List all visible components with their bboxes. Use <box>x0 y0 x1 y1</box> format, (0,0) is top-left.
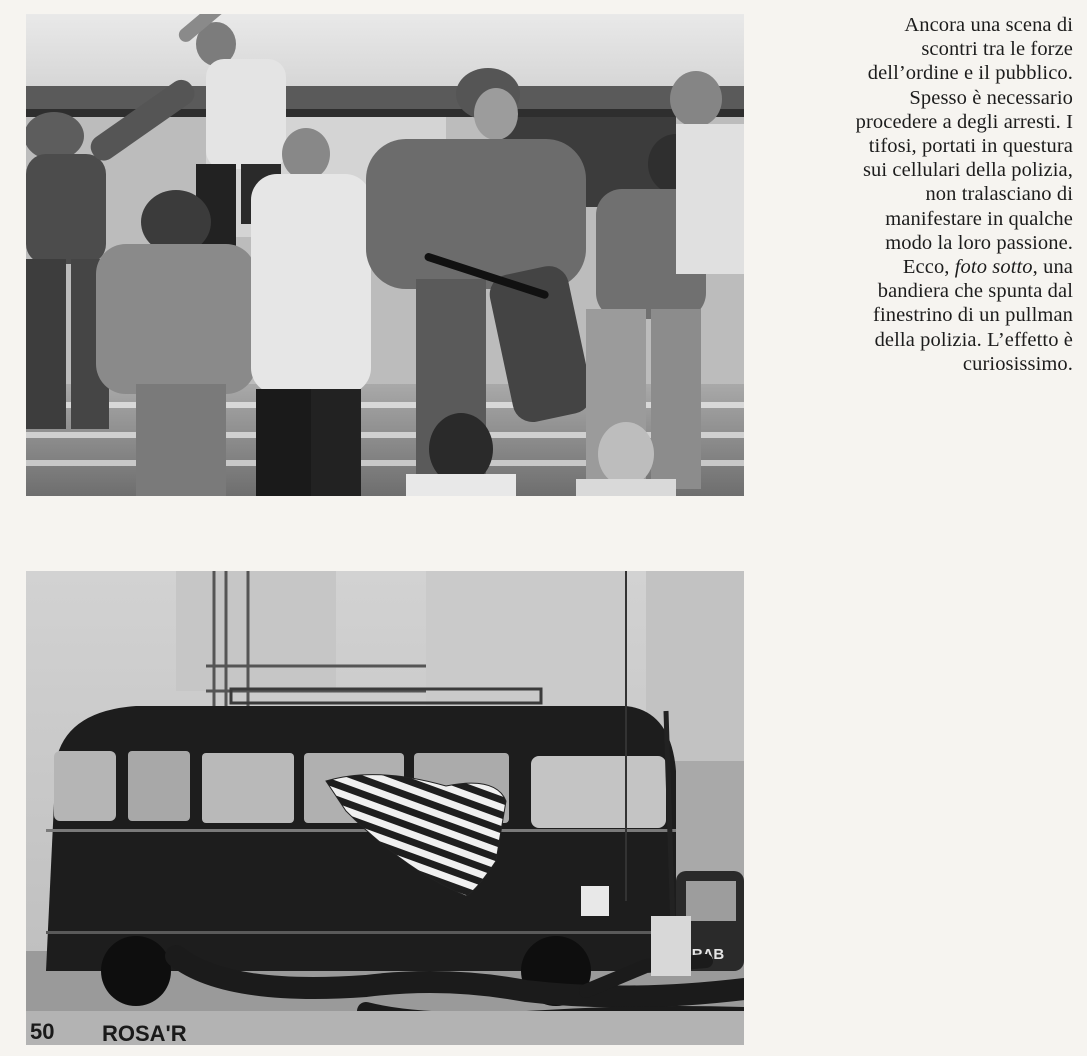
police-bus-illustration <box>26 571 744 1045</box>
caption-text: Ecco, <box>902 256 955 279</box>
caption-line: tifosi, portati in questura <box>868 135 1073 158</box>
car-lettering: RAB <box>691 946 725 963</box>
stadium-clash-illustration <box>26 14 744 496</box>
wall-graffiti-word: ROSA'R <box>102 1021 187 1045</box>
stadium-clash-photo <box>26 14 744 496</box>
caption-text: , una <box>1032 256 1073 279</box>
wall-graffiti-number: 50 <box>30 1019 55 1044</box>
white-jacket-man <box>251 128 371 496</box>
caption-line: bandiera che spunta dal <box>877 280 1073 303</box>
bus-window <box>54 751 116 821</box>
spectator-head-right <box>598 422 654 486</box>
bus-window <box>128 751 190 821</box>
caption-line: curiosissimo. <box>962 352 1073 375</box>
police-bus-flag-photo <box>26 571 744 1045</box>
photo-caption <box>753 13 1073 376</box>
caption-line: manifestare in qualche <box>885 207 1073 230</box>
caption-line: dell’ordine e il pubblico. <box>867 62 1073 85</box>
caption-line: Spesso è necessario <box>909 86 1073 109</box>
police-bus <box>46 689 676 1006</box>
caption-line: modo la loro passione. <box>885 231 1073 254</box>
bus-plate <box>581 886 609 916</box>
caption-line: non tralasciano di <box>925 183 1073 206</box>
caption-italic-reference: foto sotto <box>954 256 1033 279</box>
caption-line: finestrino di un pullman <box>873 304 1073 327</box>
stadium-roof <box>26 86 744 112</box>
caption-line: procedere a degli arresti. I <box>855 110 1073 133</box>
bus-window <box>202 753 294 823</box>
caption-line: scontri tra le forze <box>921 38 1073 61</box>
bus-windshield <box>531 756 666 828</box>
sandbag <box>651 916 691 976</box>
caption-line: sui cellulari della polizia, <box>862 159 1073 182</box>
caption-line: Ancora una scena di <box>904 14 1073 36</box>
caption-line-with-italic <box>753 255 1073 279</box>
caption-line: della polizia. L’effetto è <box>874 328 1073 351</box>
